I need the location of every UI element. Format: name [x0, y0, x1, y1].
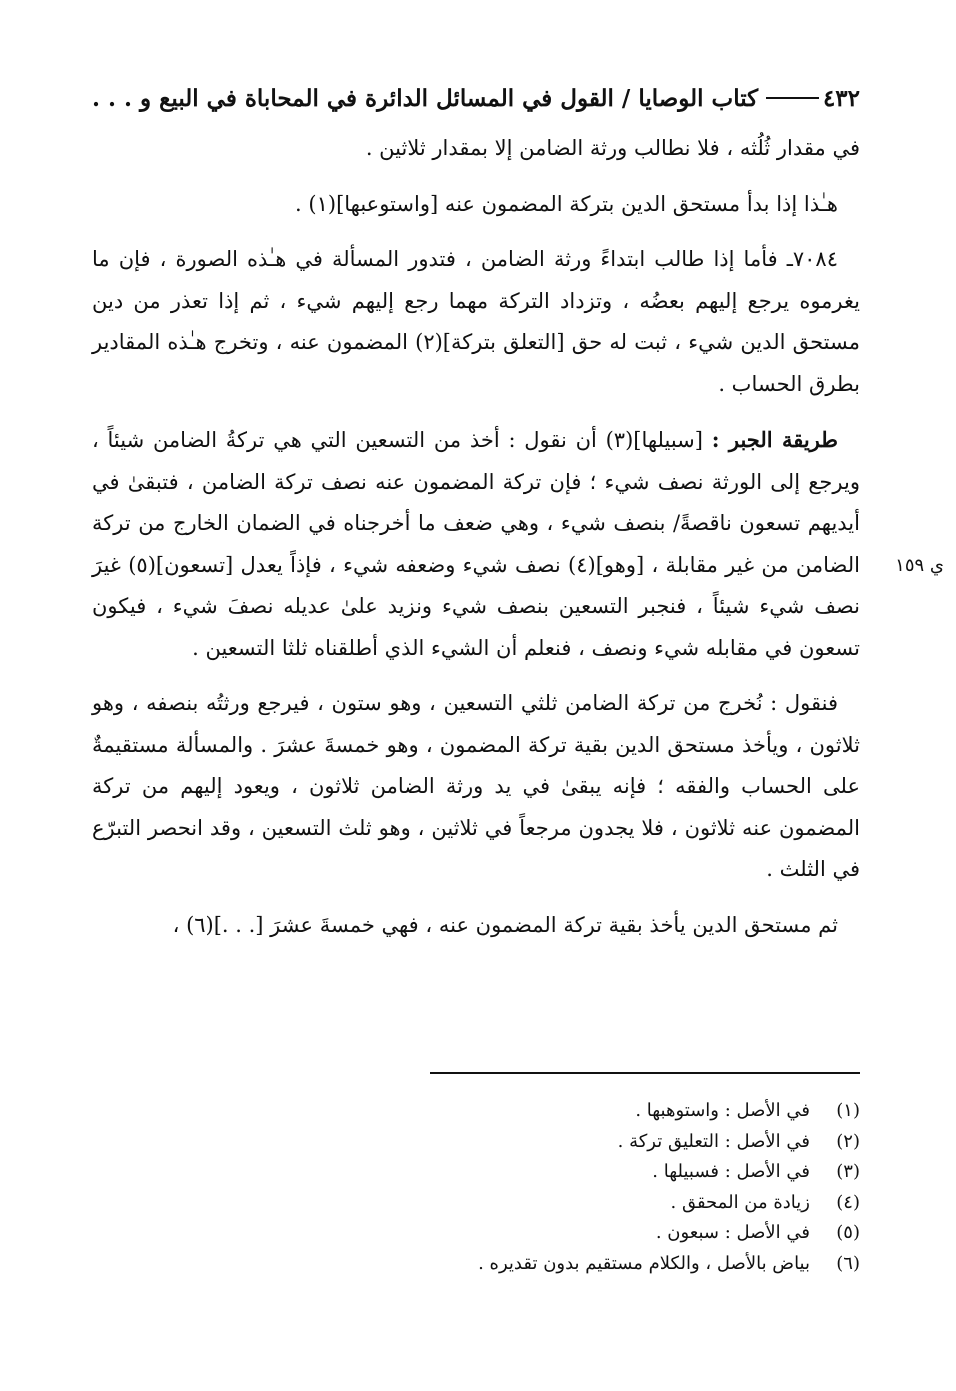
footnote: [92, 1127, 860, 1158]
footnote-number: (١): [836, 1100, 860, 1121]
footnote: [92, 1096, 860, 1127]
footnote: [92, 1157, 860, 1188]
footnote-number: (٣): [836, 1161, 860, 1182]
main-text: [92, 128, 860, 960]
footnote: [92, 1218, 860, 1249]
paragraph: في مقدار ثُلُثه ، فلا نطالب ورثة الضامن إلا بمقدار ثلاثين .: [365, 136, 860, 160]
footnote-text: زيادة من المحقق .: [670, 1191, 810, 1213]
page-number: ٤٣٢: [822, 84, 860, 112]
header-dash: [766, 97, 819, 99]
paragraph: ثم مستحق الدين يأخذ بقية تركة المضمون عنه ، فهي خمسةَ عشرَ [. . .](٦) ،: [172, 912, 838, 937]
footnote-number: (٦): [836, 1252, 860, 1274]
footnotes: [92, 1096, 860, 1279]
paragraph: [92, 419, 860, 669]
paragraph-lead: طريقة الجبر :: [711, 427, 838, 452]
footnote: [92, 1188, 860, 1219]
footnote: [92, 1249, 860, 1280]
paragraph-text: [سبيلها](٣) أن نقول : أخذ من التسعين التي هي تركةُ الضامن شيئاً ، ويرجع إلى الورثة نصف شيء ؛ فإن تركة المضمون عنه نصف تركة الضامن ، فتبقىٰ في أيديهم تسعون ناقصةً/ بنصف شيء ، وهي ضعف ما أخرجناه في الضمان الخارج من تركة الضامن من غير مقابلة ، [وهو](٤) نصف شيء وضعفه شيء ، فإذاً يعدل [تسعون](٥) غيرَ نصف شيء شيئاً ، فنجبر التسعين بنصف شيء ونزيد علىٰ عديله نصفَ شيء ، فيكون تسعون في مقابله شيء ونصف ، فنعلم أن الشيء الذي أطلقناه ثلثا التسعين .: [92, 428, 860, 660]
paragraph: فنقول : نُخرج من تركة الضامن ثلثي التسعين ، وهو ستون ، فيرجع ورثتُه بنصفه ، وهو ثلاثون ، ويأخذ مستحق الدين بقية تركة المضمون ، وهو خمسةَ عشرَ . والمسألة مستقيمةٌ على الحساب والفقه ؛ فإنه يبقىٰ في يد ورثة الضامن ثلاثون ، ويعود إليهم من تركة المضمون عنه ثلاثون ، فلا يجدون مرجعاً في ثلاثين ، وهو ثلث التسعين ، وقد انحصر التبرّع في الثلث .: [92, 691, 860, 881]
footnote-text: في الأصل : التعليق تركة .: [617, 1130, 810, 1152]
header-title: كتاب الوصايا / القول في المسائل الدائرة في المحاباة في البيع و . . .: [92, 84, 759, 112]
footnote-text: في الأصل : سبعون .: [655, 1222, 810, 1243]
paragraph: هـٰذا إذا بدأ مستحق الدين بتركة المضمون عنه [واستوعبها](١) .: [295, 191, 838, 216]
footnote-number: (٥): [836, 1222, 860, 1243]
footnote-separator: [430, 1072, 860, 1074]
footnote-number: (٤): [836, 1191, 860, 1213]
footnote-text: بياض بالأصل ، والكلام مستقيم بدون تقديره .: [478, 1252, 810, 1274]
margin-note: ي ١٥٩: [895, 555, 944, 576]
paragraph: ٧٠٨٤ـ فأما إذا طالب ابتداءً ورثة الضامن ، فتدور المسألة في هـٰذه الصورة ، فإن ما يغرموه يرجع إليهم بعضُه ، وتزداد التركة مهما رجع إليهم شيء ، ثم إذا تعذر من دين مستحق الدين شيء ، ثبت له حق [التعلق بتركة](٢) المضمون عنه ، وتخرج هـٰذه المقادير بطرق الحساب .: [92, 247, 861, 396]
footnote-text: في الأصل : واستوهبها .: [635, 1100, 810, 1121]
footnote-text: في الأصل : فسبيلها .: [652, 1161, 810, 1182]
running-header: [92, 78, 860, 118]
footnote-number: (٢): [836, 1130, 860, 1152]
